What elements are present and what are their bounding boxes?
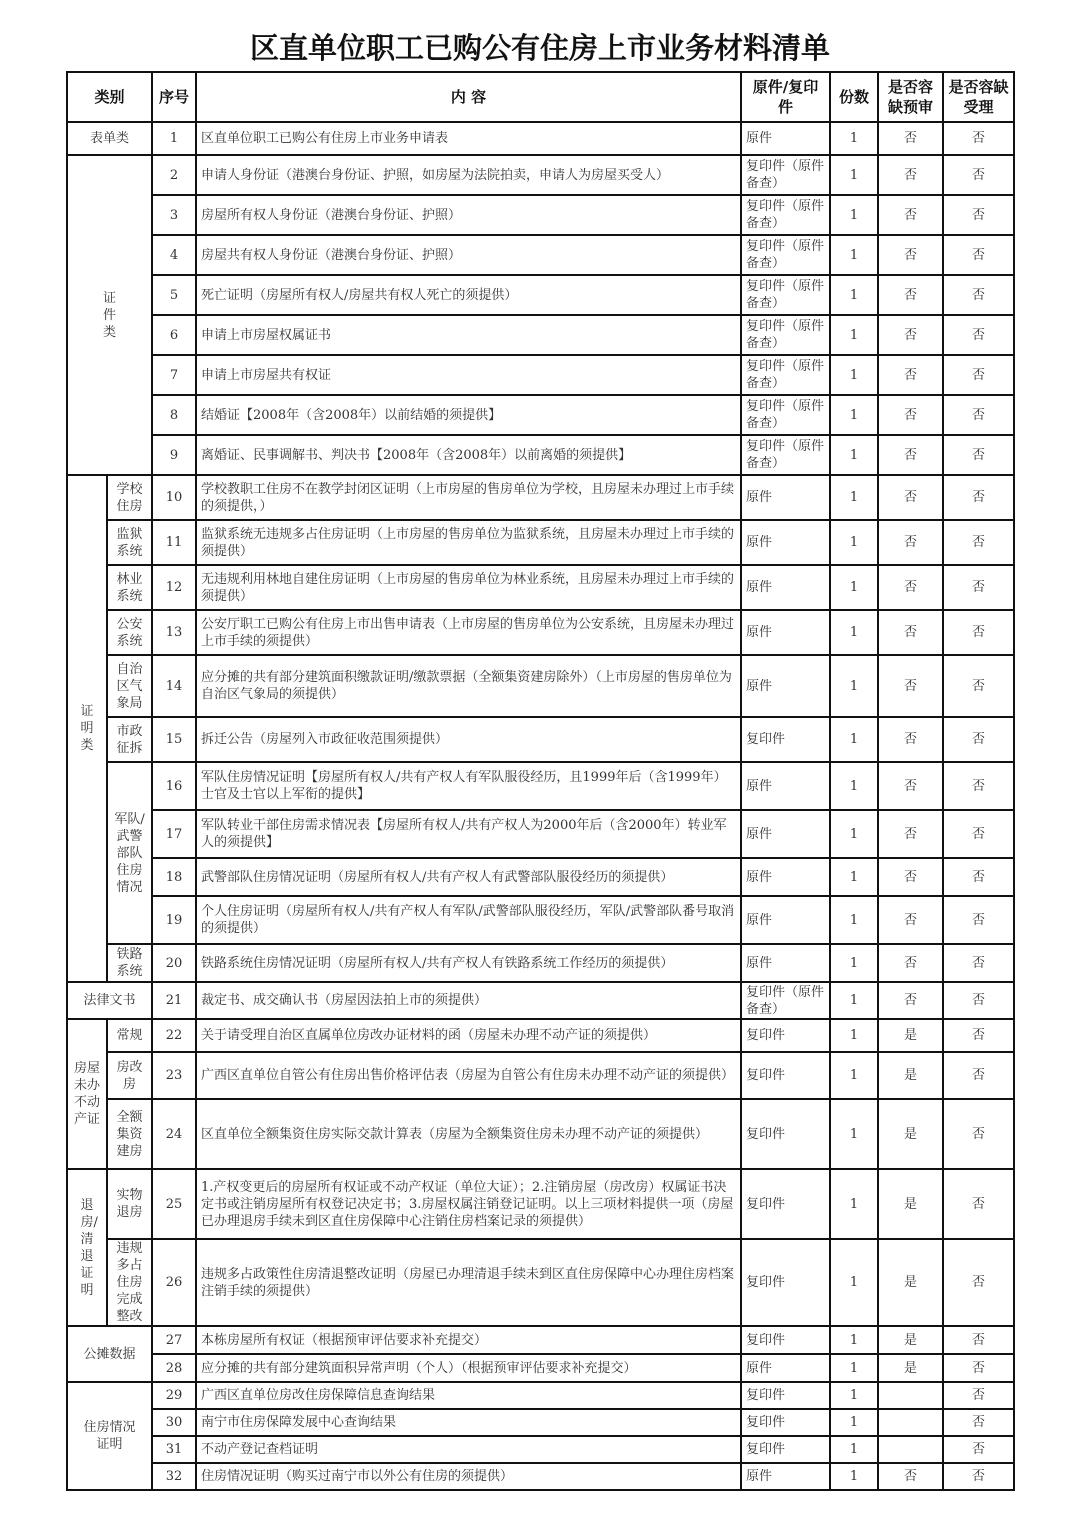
row-content: 房屋共有权人身份证（港澳台身份证、护照） [196, 235, 741, 275]
row-no: 23 [152, 1052, 196, 1099]
row-copies: 1 [830, 1052, 878, 1099]
row-acceptance: 否 [943, 475, 1014, 520]
row-acceptance: 否 [943, 1463, 1014, 1490]
row-content: 申请上市房屋共有权证 [196, 355, 741, 395]
row-pre-review [878, 1436, 943, 1463]
table-header-row [67, 72, 1014, 122]
row-acceptance: 否 [943, 520, 1014, 565]
table-row [67, 435, 1014, 475]
row-acceptance: 否 [943, 944, 1014, 982]
subcategory-cell: 常规 [107, 1019, 152, 1052]
row-acceptance: 否 [943, 896, 1014, 944]
row-pre-review: 否 [878, 655, 943, 717]
row-copies: 1 [830, 1409, 878, 1436]
row-content: 应分摊的共有部分建筑面积缴款证明/缴款票据（全额集资建房除外）（上市房屋的售房单位为自治区气象局的须提供） [196, 655, 741, 717]
row-doc-type: 复印件 [741, 1239, 830, 1326]
row-content-text: 1.产权变更后的房屋所有权证或不动产权证（单位大证）；2.注销房屋（房改房）权属证书决定书或注销房屋所有权登记决定书；3.房屋权属注销登记证明。以上三项材料提供一项（房屋已办理退房手续未到区直住房保障中心注销住房档案记录的须提供） [201, 1179, 734, 1229]
row-no: 22 [152, 1019, 196, 1052]
category-label: 退房/清退证明 [80, 1197, 98, 1298]
row-no: 28 [152, 1354, 196, 1382]
row-pre-review: 是 [878, 1239, 943, 1326]
row-no: 30 [152, 1409, 196, 1436]
row-content: 监狱系统无违规多占住房证明（上市房屋的售房单位为监狱系统，且房屋未办理过上市手续的须提供） [196, 520, 741, 565]
row-pre-review: 否 [878, 355, 943, 395]
row-no: 10 [152, 475, 196, 520]
row-pre-review: 否 [878, 982, 943, 1019]
row-no: 17 [152, 810, 196, 858]
row-doc-type: 原件 [741, 1463, 830, 1490]
row-no: 21 [152, 982, 196, 1019]
row-content: 住房情况证明（购买过南宁市以外公有住房的须提供） [196, 1463, 741, 1490]
row-doc-type: 原件 [741, 858, 830, 896]
row-no: 8 [152, 395, 196, 435]
row-doc-type: 原件 [741, 810, 830, 858]
row-pre-review: 是 [878, 1099, 943, 1169]
subcategory-cell: 实物退房 [107, 1169, 152, 1239]
row-acceptance: 否 [943, 155, 1014, 195]
category-cell: 法律文书 [67, 982, 152, 1019]
subcategory-cell: 市政征拆 [107, 717, 152, 762]
row-no: 9 [152, 435, 196, 475]
row-doc-type: 原件 [741, 896, 830, 944]
row-pre-review: 否 [878, 122, 943, 155]
row-doc-type: 复印件 [741, 1019, 830, 1052]
row-pre-review: 否 [878, 395, 943, 435]
row-acceptance: 否 [943, 982, 1014, 1019]
row-content: 武警部队住房情况证明（房屋所有权人/共有产权人有武警部队服役经历的须提供） [196, 858, 741, 896]
row-doc-type: 原件 [741, 944, 830, 982]
subcategory-cell: 房改房 [107, 1052, 152, 1099]
row-pre-review: 否 [878, 858, 943, 896]
row-acceptance: 否 [943, 762, 1014, 810]
row-acceptance: 否 [943, 1436, 1014, 1463]
row-copies: 1 [830, 195, 878, 235]
row-copies: 1 [830, 717, 878, 762]
row-content: 违规多占政策性住房清退整改证明（房屋已办理清退手续未到区直住房保障中心办理住房档案注销手续的须提供） [196, 1239, 741, 1326]
row-doc-type: 原件 [741, 762, 830, 810]
row-pre-review [878, 1382, 943, 1409]
row-pre-review: 否 [878, 810, 943, 858]
row-acceptance: 否 [943, 565, 1014, 610]
table-row [67, 944, 1014, 982]
row-copies: 1 [830, 1354, 878, 1382]
row-content: 申请上市房屋权属证书 [196, 315, 741, 355]
row-doc-type: 复印件（原件备查） [741, 982, 830, 1019]
row-acceptance: 否 [943, 1354, 1014, 1382]
row-pre-review: 否 [878, 717, 943, 762]
header-copies: 份数 [830, 72, 878, 122]
row-content: 房屋所有权人身份证（港澳台身份证、护照） [196, 195, 741, 235]
row-copies: 1 [830, 435, 878, 475]
row-content: 不动产登记查档证明 [196, 1436, 741, 1463]
row-doc-type: 复印件 [741, 1409, 830, 1436]
row-no: 14 [152, 655, 196, 717]
row-doc-type: 复印件（原件备查） [741, 235, 830, 275]
row-content: 南宁市住房保障发展中心查询结果 [196, 1409, 741, 1436]
row-no: 25 [152, 1169, 196, 1239]
row-doc-type: 原件 [741, 610, 830, 655]
table-row [67, 762, 1014, 810]
row-doc-type: 复印件 [741, 1436, 830, 1463]
row-pre-review: 否 [878, 155, 943, 195]
row-pre-review: 否 [878, 235, 943, 275]
category-cell [67, 1169, 107, 1326]
row-no: 12 [152, 565, 196, 610]
row-pre-review: 否 [878, 475, 943, 520]
table-row [67, 1409, 1014, 1436]
row-acceptance: 否 [943, 858, 1014, 896]
table-row [67, 1239, 1014, 1326]
row-acceptance: 否 [943, 235, 1014, 275]
row-copies: 1 [830, 520, 878, 565]
table-row [67, 1169, 1014, 1239]
row-copies: 1 [830, 1436, 878, 1463]
row-acceptance: 否 [943, 1169, 1014, 1239]
row-no: 29 [152, 1382, 196, 1409]
row-content: 学校教职工住房不在教学封闭区证明（上市房屋的售房单位为学校，且房屋未办理过上市手续的须提供，） [196, 475, 741, 520]
row-acceptance: 否 [943, 122, 1014, 155]
row-doc-type: 原件 [741, 1354, 830, 1382]
category-label: 证明类 [80, 704, 94, 753]
category-cell: 表单类 [67, 122, 152, 155]
row-acceptance: 否 [943, 1052, 1014, 1099]
category-cell: 房屋未办不动产证 [67, 1019, 107, 1169]
row-copies: 1 [830, 275, 878, 315]
row-content: 区直单位职工已购公有住房上市业务申请表 [196, 122, 741, 155]
row-copies: 1 [830, 1099, 878, 1169]
row-pre-review: 否 [878, 520, 943, 565]
row-doc-type: 复印件（原件备查） [741, 315, 830, 355]
row-copies: 1 [830, 315, 878, 355]
row-content: 铁路系统住房情况证明（房屋所有权人/共有产权人有铁路系统工作经历的须提供） [196, 944, 741, 982]
row-no: 26 [152, 1239, 196, 1326]
row-no: 16 [152, 762, 196, 810]
row-acceptance: 否 [943, 315, 1014, 355]
table-row [67, 982, 1014, 1019]
row-doc-type: 原件 [741, 122, 830, 155]
row-acceptance: 否 [943, 1409, 1014, 1436]
row-no: 3 [152, 195, 196, 235]
table-row [67, 810, 1014, 858]
row-copies: 1 [830, 235, 878, 275]
header-category: 类别 [67, 72, 152, 122]
row-no: 11 [152, 520, 196, 565]
row-acceptance: 否 [943, 195, 1014, 235]
row-pre-review: 是 [878, 1052, 943, 1099]
row-acceptance: 否 [943, 355, 1014, 395]
row-copies: 1 [830, 155, 878, 195]
row-acceptance: 否 [943, 1326, 1014, 1354]
row-no: 5 [152, 275, 196, 315]
row-content: 无违规利用林地自建住房证明（上市房屋的售房单位为林业系统，且房屋未办理过上市手续的须提供） [196, 565, 741, 610]
table-row [67, 1436, 1014, 1463]
category-label: 证件类 [103, 290, 117, 340]
table-row [67, 122, 1014, 155]
table-row [67, 858, 1014, 896]
category-label: 住房情况证明 [83, 1420, 136, 1452]
row-no: 27 [152, 1326, 196, 1354]
row-copies: 1 [830, 355, 878, 395]
table-row [67, 1052, 1014, 1099]
row-acceptance: 否 [943, 1382, 1014, 1409]
row-doc-type: 原件 [741, 655, 830, 717]
row-acceptance: 否 [943, 810, 1014, 858]
header-doc-type: 原件/复印件 [741, 72, 830, 122]
table-row [67, 1463, 1014, 1490]
row-content: 公安厅职工已购公有住房上市出售申请表（上市房屋的售房单位为公安系统，且房屋未办理过上市手续的须提供） [196, 610, 741, 655]
row-content: 申请人身份证（港澳台身份证、护照，如房屋为法院拍卖，申请人为房屋买受人） [196, 155, 741, 195]
table-row [67, 1354, 1014, 1382]
row-no: 2 [152, 155, 196, 195]
row-doc-type: 复印件 [741, 1052, 830, 1099]
table-row [67, 896, 1014, 944]
row-pre-review: 否 [878, 610, 943, 655]
table-row [67, 565, 1014, 610]
row-pre-review: 否 [878, 195, 943, 235]
row-no: 18 [152, 858, 196, 896]
row-content: 军队转业干部住房需求情况表【房屋所有权人/共有产权人为2000年后（含2000年）转业军人的须提供】 [196, 810, 741, 858]
row-content: 区直单位全额集资住房实际交款计算表（房屋为全额集资住房未办理不动产证的须提供） [196, 1099, 741, 1169]
row-copies: 1 [830, 475, 878, 520]
row-no: 32 [152, 1463, 196, 1490]
row-copies: 1 [830, 810, 878, 858]
row-doc-type: 复印件 [741, 1382, 830, 1409]
row-pre-review: 否 [878, 896, 943, 944]
row-doc-type: 复印件 [741, 717, 830, 762]
row-doc-type: 原件 [741, 520, 830, 565]
subcategory-cell: 林业系统 [107, 565, 152, 610]
table-row [67, 1019, 1014, 1052]
row-pre-review: 否 [878, 762, 943, 810]
row-no: 19 [152, 896, 196, 944]
row-acceptance: 否 [943, 1099, 1014, 1169]
row-pre-review: 是 [878, 1169, 943, 1239]
table-row [67, 355, 1014, 395]
header-no: 序号 [152, 72, 196, 122]
row-pre-review: 否 [878, 315, 943, 355]
table-row [67, 315, 1014, 355]
category-cell [67, 1382, 152, 1490]
row-content: 死亡证明（房屋所有权人/房屋共有权人死亡的须提供） [196, 275, 741, 315]
row-doc-type: 复印件（原件备查） [741, 275, 830, 315]
row-acceptance: 否 [943, 1019, 1014, 1052]
row-pre-review: 是 [878, 1019, 943, 1052]
table-row [67, 155, 1014, 195]
row-copies: 1 [830, 1019, 878, 1052]
row-doc-type: 原件 [741, 475, 830, 520]
row-copies: 1 [830, 982, 878, 1019]
row-no: 31 [152, 1436, 196, 1463]
category-cell [67, 155, 152, 475]
row-acceptance: 否 [943, 275, 1014, 315]
row-copies: 1 [830, 858, 878, 896]
table-row [67, 717, 1014, 762]
subcategory-cell: 军队/武警部队住房情况 [107, 762, 152, 944]
subcategory-cell: 学校住房 [107, 475, 152, 520]
subcategory-cell: 自治区气象局 [107, 655, 152, 717]
row-pre-review: 是 [878, 1354, 943, 1382]
row-doc-type: 原件 [741, 565, 830, 610]
row-content: 广西区直单位房改住房保障信息查询结果 [196, 1382, 741, 1409]
row-doc-type: 复印件（原件备查） [741, 155, 830, 195]
row-doc-type: 复印件（原件备查） [741, 395, 830, 435]
row-acceptance: 否 [943, 717, 1014, 762]
row-copies: 1 [830, 565, 878, 610]
row-copies: 1 [830, 944, 878, 982]
row-copies: 1 [830, 1382, 878, 1409]
row-acceptance: 否 [943, 1239, 1014, 1326]
row-copies: 1 [830, 1169, 878, 1239]
row-pre-review: 否 [878, 435, 943, 475]
row-copies: 1 [830, 655, 878, 717]
row-no: 7 [152, 355, 196, 395]
row-copies: 1 [830, 1239, 878, 1326]
table-row [67, 520, 1014, 565]
table-row [67, 610, 1014, 655]
subcategory-cell: 公安系统 [107, 610, 152, 655]
row-no: 1 [152, 122, 196, 155]
document-title: 区直单位职工已购公有住房上市业务材料清单 [249, 31, 830, 65]
row-content: 应分摊的共有部分建筑面积异常声明（个人）（根据预审评估要求补充提交） [196, 1354, 741, 1382]
header-acceptance: 是否容缺受理 [943, 72, 1014, 122]
row-content: 个人住房证明（房屋所有权人/共有产权人有军队/武警部队服役经历，军队/武警部队番号取消的须提供） [196, 896, 741, 944]
row-doc-type: 复印件 [741, 1099, 830, 1169]
row-content: 结婚证【2008年（含2008年）以前结婚的须提供】 [196, 395, 741, 435]
subcategory-cell: 全额集资建房 [107, 1099, 152, 1169]
row-pre-review [878, 1409, 943, 1436]
row-acceptance: 否 [943, 610, 1014, 655]
row-no: 13 [152, 610, 196, 655]
subcategory-cell: 监狱系统 [107, 520, 152, 565]
row-content: 广西区直单位自管公有住房出售价格评估表（房屋为自管公有住房未办理不动产证的须提供） [196, 1052, 741, 1099]
row-content: 关于请受理自治区直属单位房改办证材料的函（房屋未办理不动产证的须提供） [196, 1019, 741, 1052]
row-pre-review: 是 [878, 1326, 943, 1354]
category-cell: 公摊数据 [67, 1326, 152, 1382]
row-acceptance: 否 [943, 435, 1014, 475]
row-content [196, 1169, 741, 1239]
header-content: 内 容 [196, 72, 741, 122]
row-copies: 1 [830, 896, 878, 944]
row-doc-type: 复印件（原件备查） [741, 355, 830, 395]
row-no: 20 [152, 944, 196, 982]
table-row [67, 395, 1014, 435]
row-pre-review: 否 [878, 565, 943, 610]
table-row [67, 475, 1014, 520]
table-row [67, 275, 1014, 315]
row-acceptance: 否 [943, 395, 1014, 435]
row-content: 离婚证、民事调解书、判决书【2008年（含2008年）以前离婚的须提供】 [196, 435, 741, 475]
row-doc-type: 复印件 [741, 1169, 830, 1239]
row-content: 裁定书、成交确认书（房屋因法拍上市的须提供） [196, 982, 741, 1019]
table-row [67, 1382, 1014, 1409]
row-copies: 1 [830, 122, 878, 155]
row-no: 4 [152, 235, 196, 275]
row-content: 拆迁公告（房屋列入市政征收范围须提供） [196, 717, 741, 762]
row-no: 6 [152, 315, 196, 355]
row-doc-type: 复印件（原件备查） [741, 195, 830, 235]
row-copies: 1 [830, 1326, 878, 1354]
row-pre-review: 否 [878, 944, 943, 982]
subcategory-cell: 违规多占住房完成整改 [107, 1239, 152, 1326]
table-row [67, 655, 1014, 717]
row-no: 24 [152, 1099, 196, 1169]
table-row [67, 1099, 1014, 1169]
row-doc-type: 复印件（原件备查） [741, 435, 830, 475]
subcategory-cell: 铁路系统 [107, 944, 152, 982]
row-copies: 1 [830, 762, 878, 810]
table-row [67, 1326, 1014, 1354]
row-copies: 1 [830, 1463, 878, 1490]
row-content: 本栋房屋所有权证（根据预审评估要求补充提交） [196, 1326, 741, 1354]
category-cell [67, 475, 107, 982]
row-content: 军队住房情况证明【房屋所有权人/共有产权人有军队服役经历，且1999年后（含1999年）士官及士官以上军衔的提供】 [196, 762, 741, 810]
row-pre-review: 否 [878, 1463, 943, 1490]
header-pre-review: 是否容缺预审 [878, 72, 943, 122]
row-doc-type: 复印件 [741, 1326, 830, 1354]
table-row [67, 235, 1014, 275]
materials-table [66, 71, 1015, 1491]
row-pre-review: 否 [878, 275, 943, 315]
row-no: 15 [152, 717, 196, 762]
table-row [67, 195, 1014, 235]
row-copies: 1 [830, 395, 878, 435]
row-copies: 1 [830, 610, 878, 655]
row-acceptance: 否 [943, 655, 1014, 717]
